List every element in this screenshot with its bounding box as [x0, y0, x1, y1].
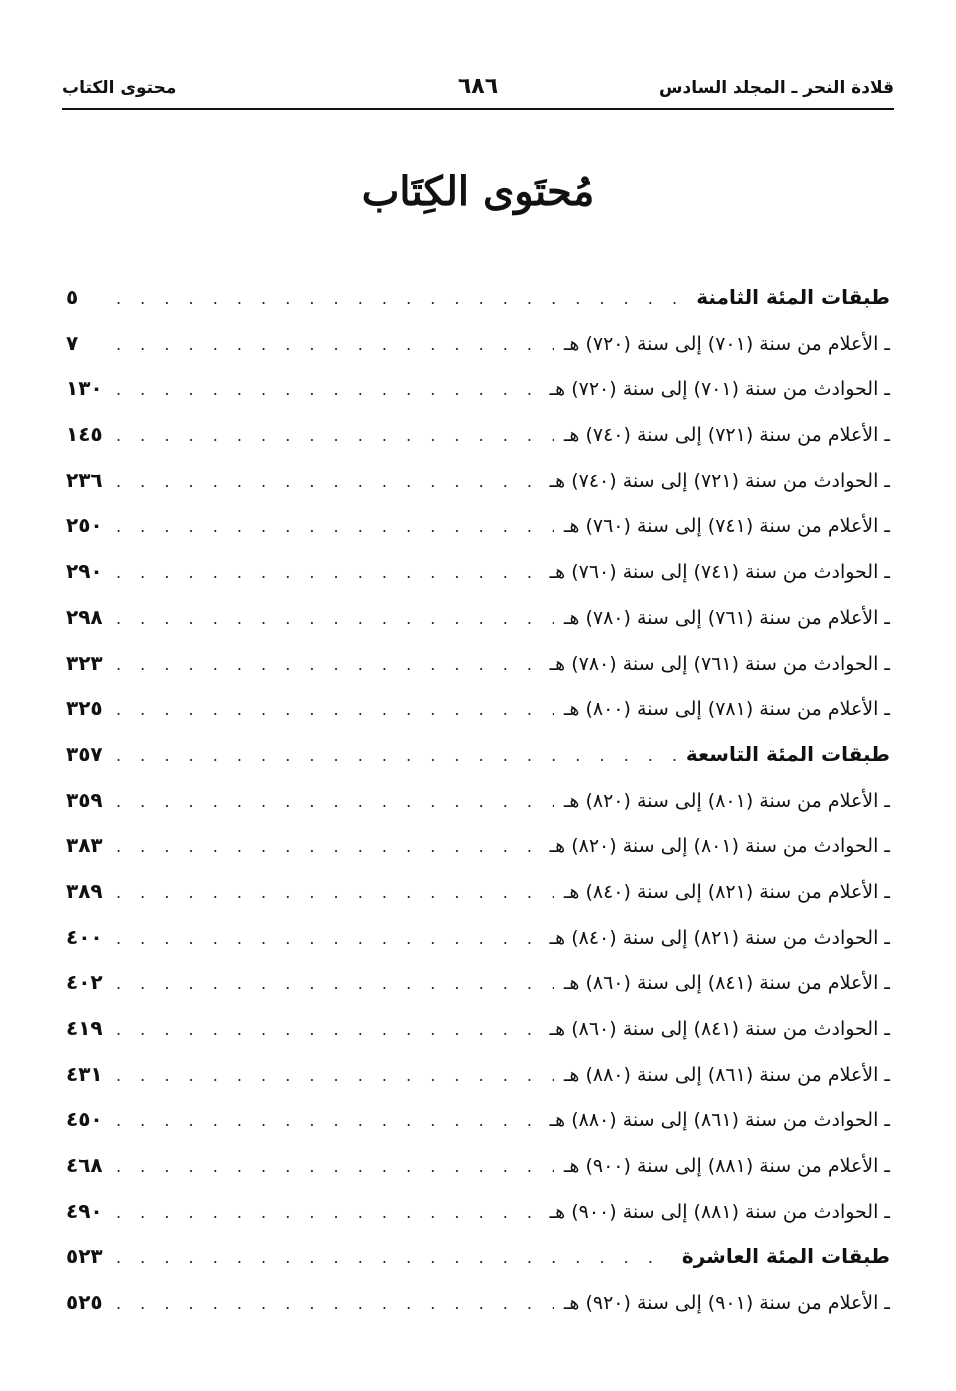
toc-entry: [66, 641, 890, 687]
toc-entry-title: ـ الحوادث من سنة (٨٦١) إلى سنة (٨٨٠) هـ: [549, 1109, 890, 1132]
toc-section-heading: [66, 1234, 890, 1280]
toc-entry-title: ـ الأعلام من سنة (٨٦١) إلى سنة (٨٨٠) هـ: [563, 1063, 890, 1086]
toc-entry: [66, 366, 890, 412]
toc-page-number: ٣٢٣: [66, 650, 103, 675]
toc-entry: [66, 1143, 890, 1189]
toc-entry: [66, 321, 890, 367]
toc-entry: [66, 503, 890, 549]
toc-entry: [66, 458, 890, 504]
toc-entry: [66, 549, 890, 595]
dot-leader: [116, 459, 540, 505]
toc-entry: [66, 686, 890, 732]
dot-leader: [116, 1098, 540, 1144]
toc-section-heading: [66, 732, 890, 778]
dot-leader: [116, 687, 554, 733]
toc-entry-title: ـ الأعلام من سنة (٨٨١) إلى سنة (٩٠٠) هـ: [563, 1155, 890, 1178]
toc-entry-title: طبقات المئة الثامنة: [696, 285, 890, 309]
toc-entry: [66, 1052, 890, 1098]
dot-leader: [116, 367, 540, 413]
toc-page-number: ٤٠٢: [66, 970, 103, 995]
dot-leader: [116, 961, 554, 1007]
toc-page-number: ٣٥٩: [66, 787, 103, 812]
toc-page-number: ١٤٥: [66, 422, 103, 447]
toc-page-number: ٣٨٣: [66, 833, 103, 858]
table-of-contents: [66, 275, 890, 1326]
toc-page-number: ٢٩٠: [66, 559, 103, 584]
toc-entry: [66, 1189, 890, 1235]
toc-page-number: ٣٥٧: [66, 741, 103, 766]
toc-page-number: ٤٠٠: [66, 924, 103, 949]
toc-entry-title: ـ الحوادث من سنة (٨٠١) إلى سنة (٨٢٠) هـ: [549, 835, 890, 858]
toc-entry-title: ـ الأعلام من سنة (٧٠١) إلى سنة (٧٢٠) هـ: [563, 332, 890, 355]
toc-entry-title: ـ الحوادث من سنة (٧٠١) إلى سنة (٧٢٠) هـ: [549, 378, 890, 401]
toc-entry: [66, 869, 890, 915]
toc-entry-title: ـ الحوادث من سنة (٨٢١) إلى سنة (٨٤٠) هـ: [549, 926, 890, 949]
dot-leader: [116, 1190, 540, 1236]
toc-entry-title: ـ الأعلام من سنة (٧٤١) إلى سنة (٧٦٠) هـ: [563, 515, 890, 538]
running-header: [62, 72, 894, 110]
toc-section-heading: [66, 275, 890, 321]
toc-entry: [66, 1006, 890, 1052]
toc-page-number: ٤٣١: [66, 1061, 103, 1086]
toc-entry-title: ـ الأعلام من سنة (٧٢١) إلى سنة (٧٤٠) هـ: [563, 424, 890, 447]
dot-leader: [116, 916, 540, 962]
dot-leader: [116, 1144, 554, 1190]
dot-leader: [116, 733, 676, 779]
dot-leader: [116, 276, 686, 322]
toc-entry: [66, 778, 890, 824]
toc-entry-title: ـ الأعلام من سنة (٧٨١) إلى سنة (٨٠٠) هـ: [563, 698, 890, 721]
toc-entry-title: ـ الحوادث من سنة (٧٢١) إلى سنة (٧٤٠) هـ: [549, 469, 890, 492]
toc-entry-title: ـ الأعلام من سنة (٨٤١) إلى سنة (٨٦٠) هـ: [563, 972, 890, 995]
toc-page-number: ٢٥٠: [66, 513, 103, 538]
page-number: ٦٨٦: [457, 74, 499, 99]
dot-leader: [116, 413, 554, 459]
dot-leader: [116, 1281, 554, 1327]
toc-entry-title: ـ الأعلام من سنة (٨٠١) إلى سنة (٨٢٠) هـ: [563, 789, 890, 812]
toc-entry: [66, 823, 890, 869]
dot-leader: [116, 870, 554, 916]
toc-page-number: ٢٣٦: [66, 467, 103, 492]
dot-leader: [116, 596, 554, 642]
toc-entry-title: ـ الحوادث من سنة (٧٤١) إلى سنة (٧٦٠) هـ: [549, 561, 890, 584]
dot-leader: [116, 550, 540, 596]
dot-leader: [116, 1235, 672, 1281]
toc-page-number: ٧: [66, 330, 79, 355]
toc-entry: [66, 1097, 890, 1143]
dot-leader: [116, 642, 540, 688]
toc-page-number: ٣٢٥: [66, 696, 103, 721]
toc-page-number: ٤٥٠: [66, 1107, 103, 1132]
toc-page-number: ٤٩٠: [66, 1198, 103, 1223]
section-title: محتوى الكتاب: [62, 78, 177, 98]
toc-entry-title: ـ الحوادث من سنة (٨٨١) إلى سنة (٩٠٠) هـ: [549, 1200, 890, 1223]
dot-leader: [116, 504, 554, 550]
toc-entry: [66, 915, 890, 961]
page-title: مُحتَوى الكِتَاب: [361, 168, 595, 215]
toc-entry-title: ـ الحوادث من سنة (٨٤١) إلى سنة (٨٦٠) هـ: [549, 1018, 890, 1040]
toc-page-number: ٥٢٣: [66, 1244, 103, 1269]
toc-entry: [66, 595, 890, 641]
toc-page-number: ١٣٠: [66, 376, 103, 401]
toc-page-number: ٤٦٨: [66, 1153, 103, 1178]
toc-entry-title: ـ الأعلام من سنة (٨٢١) إلى سنة (٨٤٠) هـ: [563, 880, 890, 903]
dot-leader: [116, 322, 554, 368]
toc-page-number: ٢٩٨: [66, 604, 103, 629]
toc-entry-title: طبقات المئة العاشرة: [681, 1244, 890, 1269]
toc-entry-title: ـ الحوادث من سنة (٧٦١) إلى سنة (٧٨٠) هـ: [549, 652, 890, 675]
toc-page-number: ٥٢٥: [66, 1290, 103, 1315]
dot-leader: [116, 824, 540, 870]
toc-page-number: ٤١٩: [66, 1016, 103, 1040]
toc-entry: [66, 412, 890, 458]
book-title: قلادة النحر ـ المجلد السادس: [659, 78, 894, 98]
toc-entry: [66, 1280, 890, 1326]
dot-leader: [116, 1007, 540, 1053]
toc-entry-title: طبقات المئة التاسعة: [685, 741, 890, 766]
toc-page-number: ٣٨٩: [66, 878, 103, 903]
dot-leader: [116, 779, 554, 825]
toc-entry-title: ـ الأعلام من سنة (٧٦١) إلى سنة (٧٨٠) هـ: [563, 606, 890, 629]
toc-page-number: ٥: [66, 285, 79, 309]
toc-entry-title: ـ الأعلام من سنة (٩٠١) إلى سنة (٩٢٠) هـ: [563, 1292, 890, 1315]
toc-entry: [66, 960, 890, 1006]
dot-leader: [116, 1053, 554, 1099]
